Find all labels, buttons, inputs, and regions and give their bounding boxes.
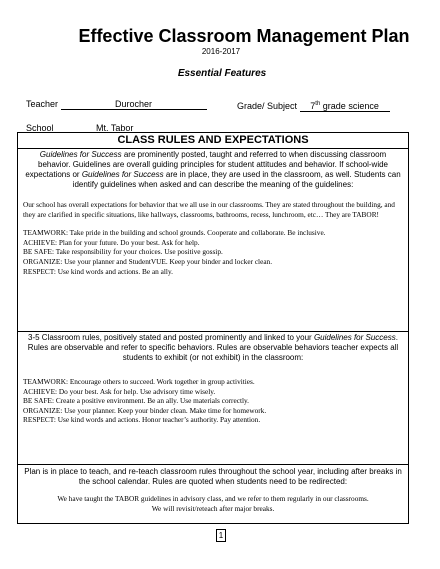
rules-table [17, 132, 409, 524]
reteach-intro: Plan is in place to teach, and re-teach classroom rules throughout the school year, including after breaks in the school calendar. Rules are quoted when students need to be redirected: [24, 467, 402, 486]
teacher-label: Teacher [26, 99, 59, 109]
list-item: TEAMWORK: Encourage others to succeed. Work together in group activities. [23, 377, 255, 386]
list-item: TEAMWORK: Take pride in the building and school grounds. Cooperate and collaborate. Be inclusive. [23, 228, 326, 238]
guidelines-italic-2: Guidelines for Success [81, 170, 164, 179]
table-heading: CLASS RULES AND EXPECTATIONS [18, 133, 408, 149]
reteach-section [18, 465, 408, 523]
list-item: BE SAFE: Take responsibility for your choices. Use positive gossip. [23, 247, 223, 257]
page-title: Effective Classroom Management Plan [78, 26, 410, 46]
school-label: School [26, 123, 54, 133]
reteach-line: We have taught the TABOR guidelines in advisory class, and we refer to them regularly in our classrooms. [57, 494, 369, 503]
reteach-line: We will revisit/reteach after major breaks. [151, 503, 275, 513]
rules-intro-a: 3-5 Classroom rules, positively stated and posted prominently and linked to your [28, 333, 314, 342]
list-item: ACHIEVE: Do your best. Ask for help. Use advisory time wisely. [23, 386, 216, 396]
teacher-value: Durocher [61, 99, 207, 110]
page-number: 1 [216, 529, 226, 542]
list-item: RESPECT: Use kind words and actions. Be an ally. [23, 266, 173, 276]
reteach-body [18, 494, 408, 513]
guidelines-body [18, 200, 408, 276]
classroom-rules-intro [18, 332, 408, 363]
list-item: BE SAFE: Create a positive environment. Be an ally. Use materials correctly. [23, 396, 250, 406]
classroom-rules-list [18, 377, 408, 425]
guidelines-intro-b: are in place, they are used in the classroom, as well. Students can identify guidelines when asked and can describe the meaning of the guidelines: [72, 170, 401, 189]
list-item: ORGANIZE: Use your planner. Keep your binder clean. Make time for homework. [23, 405, 267, 415]
list-item: ACHIEVE: Plan for your future. Do your best. Ask for help. [23, 237, 200, 247]
list-item: ORGANIZE: Use your planner and StudentVUE. Keep your binder and locker clean. [23, 256, 273, 266]
school-year: 2016-2017 [201, 47, 241, 56]
grade-number: 7 [310, 101, 316, 111]
rules-italic: Guidelines for Success [313, 333, 396, 342]
classroom-rules-section [18, 332, 408, 465]
guidelines-intro [18, 149, 408, 190]
grade-ordinal: th [315, 101, 321, 107]
rules-intro-b: . Rules are observable and refer to specific behaviors. Rules are observable behaviors teacher expects all students to exhibit (or not exhibit) in the classroom: [27, 333, 399, 362]
grade-subject-value [300, 99, 390, 112]
guidelines-intro-a: are prominently posted, taught and referred to when discussing classroom behavior. Guidelines are overall guiding principles for student attitudes and behavior. If school-wide expectations or [25, 150, 388, 179]
guidelines-section [18, 149, 408, 332]
guidelines-paragraph: Our school has overall expectations for behavior that we all use in our classrooms. They are stated throughout the building, and they are clarified in specific situations, like hallways, classrooms, bathrooms, recess, lunchroom, etc… They are TABOR! [23, 200, 395, 219]
grade-subject-label: Grade/ Subject [237, 101, 298, 111]
grade-subject-field [237, 99, 390, 112]
page-subtitle: Essential Features [177, 68, 267, 79]
list-item: RESPECT: Use kind words and actions. Honor teacher’s authority. Pay attention. [23, 415, 261, 425]
grade-subject-text: grade science [320, 101, 379, 111]
teacher-field [26, 99, 207, 110]
school-value: Mt. Tabor [96, 123, 134, 133]
guidelines-italic: Guidelines for Success [39, 150, 122, 159]
